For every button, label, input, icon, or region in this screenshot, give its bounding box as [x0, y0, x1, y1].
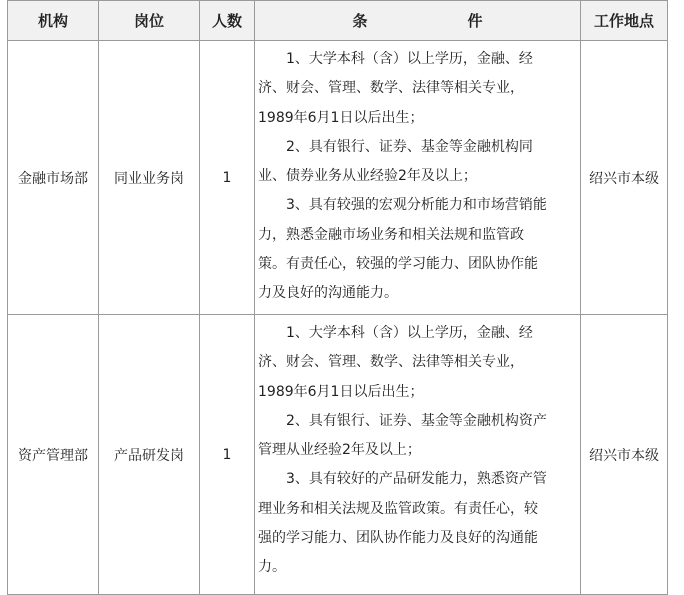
condition-item-cont: 济、财会、管理、数学、法律等相关专业，: [258, 80, 524, 97]
condition-item-cont: 力及良好的沟通能力。: [258, 285, 398, 302]
condition-item-cont: 理业务和相关法规及监管政策。有责任心，较: [258, 500, 538, 517]
condition-item-cont: 1989年6月1日以后出生；: [258, 383, 424, 400]
condition-item-cont: 力，熟悉金融市场业务和相关法规和监管政: [258, 226, 524, 243]
post-cell: 产品研发岗: [99, 315, 200, 595]
conditions-cell: [255, 315, 581, 595]
location-cell: 绍兴市本级: [581, 315, 668, 595]
header-cond-a: 条: [352, 12, 368, 30]
condition-item-cont: 业、债券业务从业经验2年及以上；: [258, 168, 477, 185]
org-cell: 金融市场部: [8, 41, 99, 315]
table-row: [8, 41, 668, 315]
header-location: 工作地点: [581, 1, 668, 41]
condition-item-cont: 力。: [258, 559, 286, 576]
recruitment-table: [7, 0, 668, 595]
header-post: 岗位: [99, 1, 200, 41]
org-cell: 资产管理部: [8, 315, 99, 595]
condition-item-cont: 管理从业经验2年及以上；: [258, 442, 421, 459]
condition-item-cont: 1989年6月1日以后出生；: [258, 109, 424, 126]
header-count: 人数: [200, 1, 255, 41]
condition-item: 3、具有较强的宏观分析能力和市场营销能: [286, 197, 547, 214]
conditions-cell: [255, 41, 581, 315]
condition-item: 2、具有银行、证券、基金等金融机构资产: [286, 412, 547, 429]
condition-item-cont: 策。有责任心，较强的学习能力、团队协作能: [258, 256, 538, 273]
header-cond-b: 件: [467, 12, 483, 30]
post-cell: 同业业务岗: [99, 41, 200, 315]
header-conditions: [255, 1, 581, 41]
condition-item: 1、大学本科（含）以上学历，金融、经: [286, 51, 533, 67]
count-cell: 1: [200, 315, 255, 595]
header-row: [8, 1, 668, 41]
header-org: 机构: [8, 1, 99, 41]
condition-item: 3、具有较好的产品研发能力，熟悉资产管: [286, 471, 547, 488]
condition-item-cont: 济、财会、管理、数学、法律等相关专业，: [258, 354, 524, 371]
table-row: [8, 315, 668, 595]
condition-item: 1、大学本科（含）以上学历，金融、经: [286, 325, 533, 341]
condition-item-cont: 强的学习能力、团队协作能力及良好的沟通能: [258, 530, 538, 547]
count-cell: 1: [200, 41, 255, 315]
location-cell: 绍兴市本级: [581, 41, 668, 315]
condition-item: 2、具有银行、证券、基金等金融机构同: [286, 138, 533, 155]
